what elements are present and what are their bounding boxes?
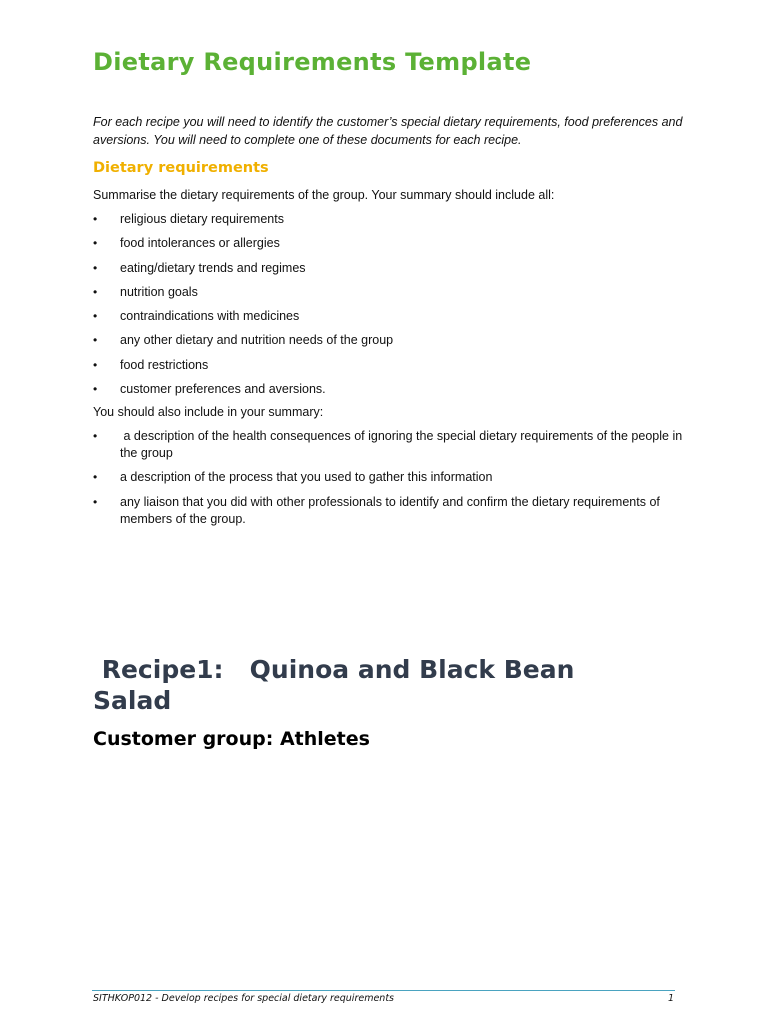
list-item [93, 469, 683, 486]
bullet-icon: • [93, 494, 98, 509]
list-item-text: religious dietary requirements [120, 212, 284, 226]
bullet-icon: • [93, 357, 98, 372]
list-item [93, 284, 683, 301]
list-item-text: food restrictions [120, 357, 209, 372]
list-item-text: food intolerances or allergies [120, 236, 280, 251]
also-include-paragraph: You should also include in your summary: [93, 405, 324, 419]
bullet-icon: • [93, 260, 98, 275]
list-item [93, 235, 683, 252]
footer-page-number: 1 [667, 993, 674, 1004]
list-item [93, 494, 683, 528]
list-item-text: any liaison that you did with other professionals to identify and confirm the dietary requirements of members of the group. [120, 494, 660, 526]
bullet-icon: • [93, 429, 98, 443]
list-item [93, 357, 683, 374]
bullet-icon: • [93, 382, 98, 397]
footer-divider [92, 990, 675, 991]
also-include-list [93, 428, 686, 535]
list-item-text: customer preferences and aversions. [120, 382, 326, 397]
bullet-icon: • [93, 284, 98, 299]
list-item-text: a description of the process that you used to gather this information [120, 470, 493, 485]
recipe-title: Recipe1: Quinoa and Black Bean Salad [93, 655, 584, 715]
list-item-text: eating/dietary trends and regimes [120, 260, 306, 275]
list-item-text: nutrition goals [120, 284, 198, 299]
list-item [93, 308, 683, 325]
footer-course-text: SITHKOP012 - Develop recipes for special dietary requirements [93, 993, 394, 1004]
list-item-text: any other dietary and nutrition needs of the group [120, 333, 394, 348]
bullet-icon: • [93, 470, 98, 485]
summary-lead-paragraph: Summarise the dietary requirements of the group. Your summary should include all: [93, 188, 555, 202]
customer-group-heading: Customer group: Athletes [93, 728, 370, 750]
list-item [93, 332, 683, 349]
list-item [93, 381, 683, 398]
summary-requirements-list [93, 211, 683, 405]
list-item-text: contraindications with medicines [120, 309, 300, 324]
bullet-icon: • [93, 236, 98, 251]
bullet-icon: • [93, 333, 98, 348]
list-item [93, 428, 686, 462]
list-item [93, 211, 683, 228]
section-heading-dietary-requirements: Dietary requirements [93, 160, 269, 176]
list-item [93, 260, 683, 277]
intro-paragraph: For each recipe you will need to identify the customer’s special dietary requirements, food preferences and aversions. You will need to complete one of these documents for each recipe. [93, 115, 683, 147]
list-item-text: a description of the health consequences of ignoring the special dietary requirements of the people in the group [120, 429, 686, 460]
bullet-icon: • [93, 212, 98, 226]
bullet-icon: • [93, 309, 98, 324]
document-title: Dietary Requirements Template [93, 48, 532, 76]
